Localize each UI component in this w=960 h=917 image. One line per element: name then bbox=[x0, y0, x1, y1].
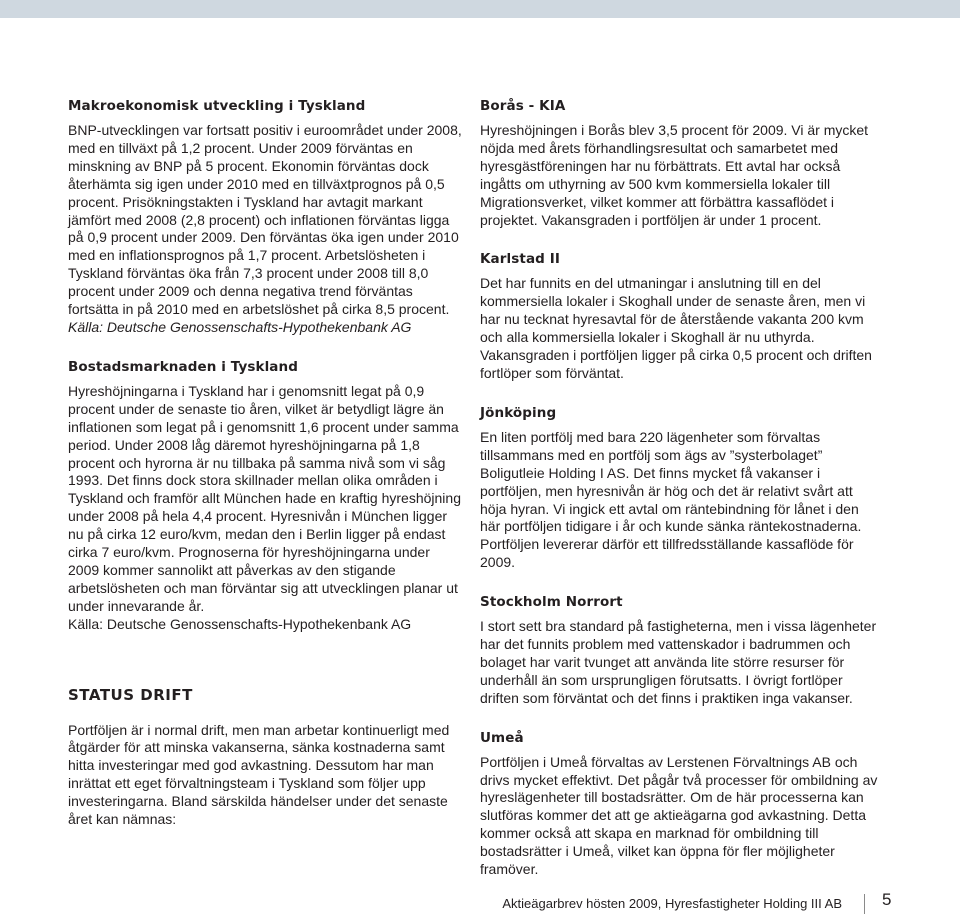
section-body: Portföljen är i normal drift, men man arbetar kontinuerligt med åtgärder för att minska vakanserna, sänka kostnaderna samt hitta investeringar med god avkastning. Dessutom har man inrättat ett eget förvaltningsteam i Tyskland som följer upp investeringarna. Bland särskilda händelser under det senaste året kan nämnas: bbox=[68, 721, 450, 828]
source-line: Källa: Deutsche Genossenschafts-Hypothekenbank AG bbox=[68, 615, 412, 632]
section-heading: Makroekonomisk utveckling i Tyskland bbox=[68, 98, 366, 114]
section-karlstad bbox=[480, 251, 880, 382]
footer-divider bbox=[864, 894, 865, 914]
section-umea bbox=[480, 730, 880, 879]
section-body: I stort sett bra standard på fastigheterna, men i vissa lägenheter har det funnits problem med vattenskador i badrummen och bolaget har varit tvunget att använda lite större resurser för underhåll än som ursprungligen förutsatts. I övrigt fortlöper driften som förväntat och det finns i praktiken inga vakanser. bbox=[480, 618, 877, 706]
section-macro bbox=[68, 98, 463, 337]
section-body: Hyreshöjningarna i Tyskland har i genomsnitt legat på 0,9 procent under de senaste tio åren, vilket är betydligt lägre än inflationen som legat på i genomsnitt 1,6 procent under samma period. Under 2008 låg däremot hyreshöjningarna på 1,8 procent och hyrorna är nu tillbaka på samma nivå som vi såg 1993. Det finns dock stora skillnader mellan olika områden i Tyskland och framför allt München hade en kraftig hyreshöjning under 2008 på hela 4,4 procent. Hyresnivån i München ligger nu på cirka 12 euro/kvm, medan den i Berlin ligger på endast cirka 7 euro/kvm. Prognoserna för hyreshöjningarna under 2009 kommer sannolikt att påverkas av den stigande arbetslösheten och man förväntar sig att utvecklingen planar ut under innevarande år. bbox=[68, 382, 461, 614]
section-heading: Bostadsmarknaden i Tyskland bbox=[68, 358, 298, 375]
status-heading: STATUS DRIFT bbox=[68, 685, 193, 704]
top-color-band bbox=[0, 0, 960, 18]
section-stockholm bbox=[480, 594, 880, 708]
section-heading: Stockholm Norrort bbox=[480, 594, 623, 611]
section-body: Portföljen i Umeå förvaltas av Lerstenen Förvaltnings AB och drivs mycket effektivt. Det pågår två processer för ombildning av hyreslägenheter till bostadsrätter. Om de här processerna kan slutföras kommer det att ge aktieägarna god avkastning. Detta kommer också att skapa en marknad för ombildning till bostadsrätter i Umeå, vilket kan öppna för fler möjligheter framöver. bbox=[480, 753, 878, 878]
right-column bbox=[480, 98, 880, 901]
section-heading: Karlstad II bbox=[480, 251, 560, 268]
page-number: 5 bbox=[882, 890, 892, 909]
left-column bbox=[68, 98, 463, 851]
section-heading: Jönköping bbox=[480, 404, 557, 421]
section-housing-market bbox=[68, 359, 463, 634]
section-body: BNP-utvecklingen var fortsatt positiv i euroområdet under 2008, med en tillväxt på 1,2 procent. Under 2009 förväntas en minskning av BNP på 5 procent. Ekonomin förväntas dock återhämta sig igen under 2010 med en tillväxtprognos på 0,5 procent. Prisökningstakten i Tyskland har avtagit markant jämfört med 2008 (2,8 procent) och inflationen förväntas ligga på 0,9 procent under 2009. Den förväntas öka igen under 2010 med en inflationsprognos på 1,7 procent. Arbetslösheten i Tyskland förväntas öka från 7,3 procent under 2008 till 8,0 procent under 2009 och denna negativa trend förväntas fortsätta in på 2010 med en arbetslöshet på cirka 8,5 procent. bbox=[68, 122, 462, 318]
section-status-drift bbox=[68, 686, 463, 829]
section-heading: Umeå bbox=[480, 729, 524, 746]
source-line: Källa: Deutsche Genossenschafts-Hypothekenbank AG bbox=[68, 318, 412, 335]
section-body: Det har funnits en del utmaningar i anslutning till en del kommersiella lokaler i Skoghall under de senaste åren, men vi har nu tecknat hyresavtal för de återstående vakanta 200 kvm och alla kommersiella lokaler i Skoghall är nu uthyrda. Vakansgraden i portföljen ligger på cirka 0,5 procent och driften fortlöper som förväntat. bbox=[480, 275, 872, 381]
section-body: En liten portfölj med bara 220 lägenheter som förvaltas tillsammans med en portfölj som ägs av ”systerbolaget” Boligutleie Holding I AS. Det finns mycket få vakanser i portföljen, men hyresnivån är hög och det är relativt svårt att höja hyran. Vi ingick ett avtal om räntebindning för lånet i den här portföljen tidigare i år och kunde sänka räntekostnaderna. Portföljen levererar därför ett tillfredsställande kassaflöde för 2009. bbox=[480, 428, 862, 571]
section-heading: Borås - KIA bbox=[480, 98, 566, 114]
section-jonkoping bbox=[480, 405, 880, 572]
section-body: Hyreshöjningen i Borås blev 3,5 procent för 2009. Vi är mycket nöjda med årets förhandlingsresultat och samarbetet med hyresgästföreningen har nu förbättrats. Ett avtal har också ingåtts om uthyrning av 500 kvm kommersiella lokaler till Migrationsverket, vilket kommer att förbättra kassaflödet i projektet. Vakansgraden i portföljen är under 1 procent. bbox=[480, 122, 869, 228]
footer-text: Aktieägarbrev hösten 2009, Hyresfastigheter Holding III AB bbox=[502, 896, 842, 911]
section-boras bbox=[480, 98, 880, 229]
